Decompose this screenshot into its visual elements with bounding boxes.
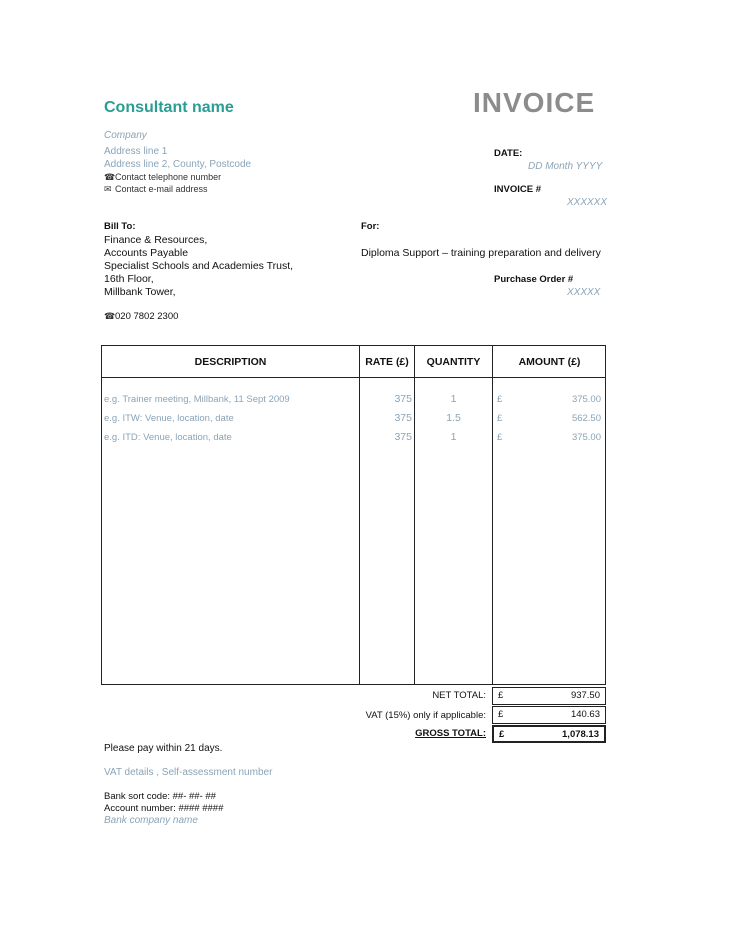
address-line-2: Address line 2, County, Postcode	[104, 159, 252, 170]
bank-sort-code: Bank sort code: ##- ##- ##	[104, 791, 216, 802]
row-amount: 375.00	[571, 432, 601, 443]
row-description: e.g. ITD: Venue, location, date	[104, 432, 232, 443]
gross-total-label: GROSS TOTAL:	[415, 728, 486, 739]
bank-company-name: Bank company name	[104, 815, 198, 826]
row-amount: 562.50	[571, 413, 601, 424]
phone-contact	[104, 172, 221, 183]
account-number: Account number: #### ####	[104, 803, 224, 814]
invoice-title: INVOICE	[473, 87, 596, 118]
phone-contact-label: Contact telephone number	[115, 172, 222, 182]
bill-to-line: Accounts Payable	[104, 247, 189, 259]
row-currency: £	[497, 413, 503, 424]
email-contact-label: Contact e-mail address	[115, 184, 208, 194]
row-rate: 375	[394, 393, 412, 405]
row-quantity: 1	[450, 393, 457, 405]
row-currency: £	[497, 394, 503, 405]
company-name: Company	[104, 130, 147, 141]
email-contact	[104, 184, 208, 195]
row-rate: 375	[394, 431, 412, 443]
vat-details: VAT details , Self-assessment number	[104, 767, 273, 778]
row-rate: 375	[394, 412, 412, 424]
invoice-number-label: INVOICE #	[494, 184, 541, 195]
net-total-value: 937.50	[570, 690, 600, 701]
date-label: DATE:	[494, 148, 523, 159]
phone-icon: ☎	[104, 311, 116, 321]
bill-to-line: Specialist Schools and Academies Trust,	[104, 260, 294, 272]
row-description: e.g. Trainer meeting, Millbank, 11 Sept 2009	[104, 394, 290, 405]
header-rate: RATE (£)	[365, 356, 409, 368]
purchase-order-value: XXXXX	[567, 287, 601, 298]
row-quantity: 1.5	[446, 412, 461, 424]
header-amount: AMOUNT (£)	[518, 356, 581, 368]
bill-to-line: Millbank Tower,	[104, 286, 176, 298]
payment-terms: Please pay within 21 days.	[104, 743, 223, 754]
vat-value: 140.63	[570, 709, 600, 720]
for-label: For:	[361, 221, 380, 232]
purchase-order-label: Purchase Order #	[494, 274, 574, 285]
net-total-label: NET TOTAL:	[432, 690, 486, 701]
bill-to-phone-number: 020 7802 2300	[115, 311, 179, 322]
bill-to-line: Finance & Resources,	[104, 234, 208, 246]
phone-icon: ☎	[104, 172, 116, 182]
for-description: Diploma Support – training preparation and delivery	[361, 247, 601, 259]
gross-total-box	[492, 725, 606, 743]
vat-box	[492, 706, 606, 724]
consultant-name: Consultant name	[104, 99, 234, 116]
bill-to-phone	[104, 311, 178, 322]
address-line-1: Address line 1	[104, 146, 168, 157]
vat-label: VAT (15%) only if applicable:	[365, 710, 486, 721]
invoice-number-value: XXXXXX	[567, 197, 608, 208]
bill-to-line: 16th Floor,	[104, 273, 154, 285]
gross-total-currency: £	[499, 729, 505, 740]
row-description: e.g. ITW: Venue, location, date	[104, 413, 234, 424]
net-total-currency: £	[498, 690, 504, 701]
row-quantity: 1	[450, 431, 457, 443]
net-total-box	[492, 687, 606, 705]
bill-to-label: Bill To:	[104, 221, 136, 232]
row-amount: 375.00	[571, 394, 601, 405]
row-currency: £	[497, 432, 503, 443]
bill-to-address	[104, 234, 293, 299]
header-quantity: QUANTITY	[426, 356, 481, 368]
header-description: DESCRIPTION	[194, 356, 267, 368]
gross-total-value: 1,078.13	[562, 729, 599, 740]
date-value: DD Month YYYY	[528, 161, 603, 172]
vat-currency: £	[498, 709, 504, 720]
envelope-icon: ✉	[104, 184, 112, 194]
